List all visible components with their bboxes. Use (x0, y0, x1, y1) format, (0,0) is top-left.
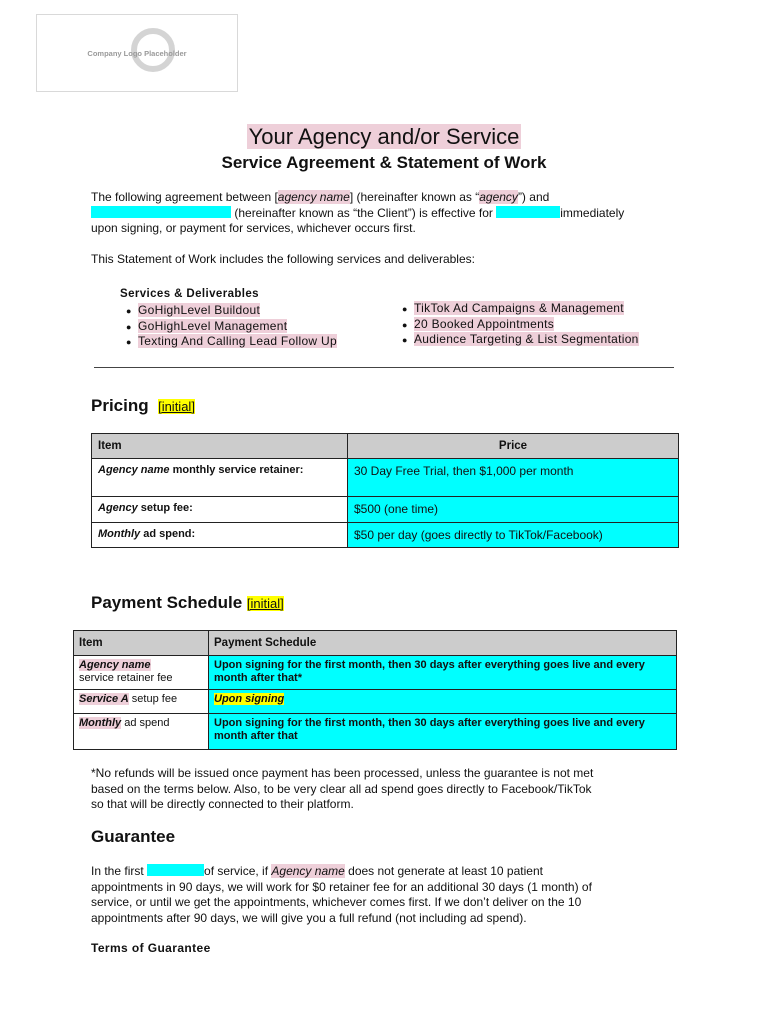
pricing-initial-field[interactable]: [initial] (158, 399, 195, 414)
agency-name-placeholder: Agency name (271, 864, 345, 878)
pricing-item-cell: Agency name monthly service retainer: (92, 459, 348, 497)
schedule-initial-field[interactable]: [initial] (246, 596, 284, 611)
bullet-icon: ● (126, 321, 132, 332)
pricing-heading: Pricing [initial] (91, 396, 195, 415)
pricing-table (91, 433, 679, 548)
table-row (74, 714, 677, 750)
intro-line-1: The following agreement between [agency name] (hereinafter known as “agency”) and (91, 190, 550, 204)
payment-schedule-table (73, 630, 677, 750)
bullet-icon: ● (402, 304, 408, 314)
pricing-item-cell: Monthly ad spend: (92, 523, 348, 548)
guarantee-line-1: In the first of service, if Agency name does not generate at least 10 patient (91, 864, 543, 878)
column-header-payment-schedule: Payment Schedule (209, 631, 677, 656)
effective-date-blank[interactable] (496, 206, 560, 218)
schedule-item-cell: Service A setup fee (74, 690, 209, 714)
section-divider (94, 367, 674, 368)
column-header-item: Item (92, 434, 348, 459)
list-item: ● 20 Booked Appointments (402, 317, 639, 333)
table-row (92, 523, 679, 548)
table-row (92, 459, 679, 497)
list-item: ● TikTok Ad Campaigns & Management (402, 301, 639, 317)
company-logo (36, 14, 238, 92)
refund-note: *No refunds will be issued once payment has been processed, unless the guarantee is not met based on the terms below. Also, to be very clear all ad spend goes directly to Facebook/TikTok so that will be directly connected to their platform. (91, 766, 594, 811)
column-header-item: Item (74, 631, 209, 656)
guarantee-heading: Guarantee (91, 827, 176, 846)
list-item: ● Audience Targeting & List Segmentation (402, 332, 639, 348)
schedule-item-cell: Monthly ad spend (74, 714, 209, 750)
guarantee-period-blank[interactable] (147, 864, 204, 876)
pricing-price-cell: $500 (one time) (348, 497, 679, 523)
client-name-blank[interactable] (91, 206, 231, 218)
intro-line-2: (hereinafter known as “the Client”) is effective for immediately (91, 206, 691, 222)
table-header-row (74, 631, 677, 656)
bullet-icon: ● (126, 306, 132, 316)
schedule-cell: Upon signing (209, 690, 677, 714)
guarantee-paragraph: In the first of service, if Agency name does not generate at least 10 patient appointments in 90 days, we will work for $0 retainer fee for an additional 30 days (1 month) of service, or until we get the appointments, whichever comes first. If we don’t deliver on the 10 appointments after 90 days, we will give you a full refund (not including ad spend). (91, 864, 691, 926)
bullet-icon: ● (402, 319, 408, 330)
schedule-item-cell: Agency name service retainer fee (74, 656, 209, 690)
sow-text: This Statement of Work includes the following services and deliverables: (91, 252, 475, 266)
list-item: ● Texting And Calling Lead Follow Up (126, 334, 337, 350)
schedule-cell: Upon signing for the first month, then 30 days after everything goes live and every month after that (209, 714, 677, 750)
agency-placeholder: agency (479, 190, 518, 204)
payment-schedule-heading: Payment Schedule [initial] (91, 593, 284, 612)
table-header-row (92, 434, 679, 459)
title-text: Your Agency and/or Service (248, 124, 520, 149)
list-item: ● GoHighLevel Management (126, 319, 337, 335)
agency-name-placeholder: agency name (277, 190, 350, 204)
logo-text: Company Logo Placeholder (87, 49, 187, 58)
pricing-price-cell: $50 per day (goes directly to TikTok/Facebook) (348, 523, 679, 548)
pricing-price-cell: 30 Day Free Trial, then $1,000 per month (348, 459, 679, 497)
schedule-cell: Upon signing for the first month, then 30 days after everything goes live and every month after that* (209, 656, 677, 690)
bullet-icon: ● (402, 335, 408, 345)
document-subtitle: Service Agreement & Statement of Work (221, 153, 547, 172)
terms-of-guarantee-heading: Terms of Guarantee (91, 941, 211, 955)
column-header-price: Price (348, 434, 679, 459)
intro-line-3: upon signing, or payment for services, whichever occurs first. (91, 221, 416, 235)
services-heading: Services & Deliverables (120, 288, 259, 300)
table-row (92, 497, 679, 523)
intro-paragraph (91, 190, 691, 237)
document-title (0, 124, 768, 150)
pricing-item-cell: Agency setup fee: (92, 497, 348, 523)
list-item: ● GoHighLevel Buildout (126, 303, 337, 319)
table-row (74, 656, 677, 690)
table-row (74, 690, 677, 714)
services-list-left (126, 303, 337, 350)
services-list-right (402, 301, 639, 348)
bullet-icon: ● (126, 337, 132, 347)
